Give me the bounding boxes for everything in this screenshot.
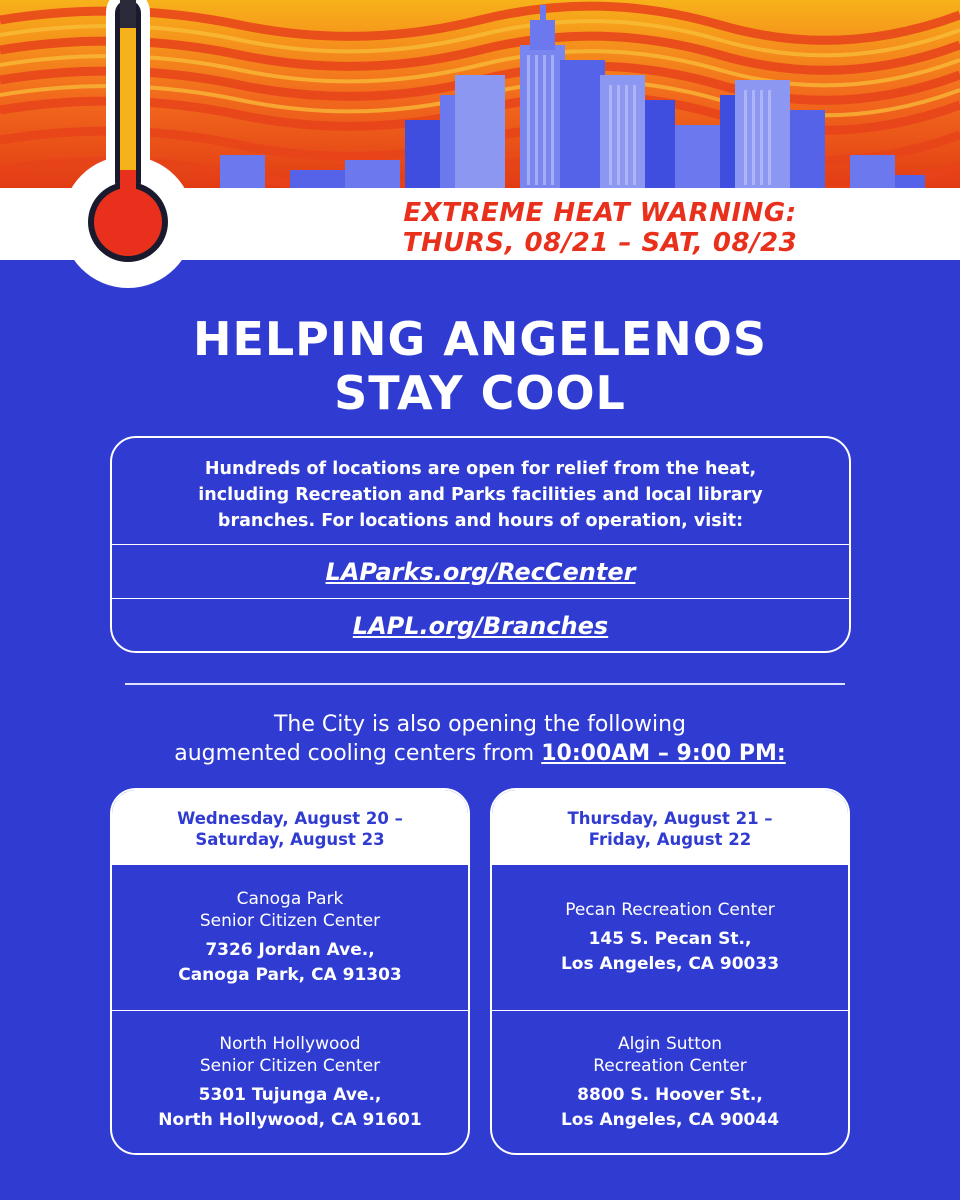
location-address [112, 938, 468, 988]
location-name-line-1: Canoga Park [236, 888, 344, 909]
address-line-1: 5301 Tujunga Ave., [198, 1085, 382, 1105]
schedule-card-aug-20-23 [110, 788, 470, 1155]
location-address [492, 927, 848, 977]
location-name-line-2: Senior Citizen Center [199, 1056, 381, 1076]
lapl-link[interactable]: LAPL.org/Branches [112, 598, 849, 653]
title-line-2: STAY COOL [334, 366, 626, 420]
card-dates [112, 790, 468, 865]
location-name-line-2: Recreation Center [593, 1056, 747, 1076]
location-name-line-1: North Hollywood [219, 1034, 361, 1054]
card-dates-line-2: Saturday, August 23 [195, 830, 385, 849]
location-name-line-1: Algin Sutton [617, 1034, 723, 1054]
card-dates-line-1: Thursday, August 21 – [567, 809, 773, 828]
info-line-3: branches. For locations and hours of operation, visit: [217, 511, 744, 531]
address-line-1: 8800 S. Hoover St., [577, 1085, 763, 1105]
location-address [492, 1083, 848, 1133]
section-divider [125, 683, 845, 685]
card-dates-line-2: Friday, August 22 [588, 830, 752, 849]
location-canoga-park [112, 865, 468, 1010]
laparks-link[interactable]: LAParks.org/RecCenter [112, 544, 849, 598]
intro-line-2 [0, 739, 960, 768]
title-line-1: HELPING ANGELENOS [192, 312, 768, 366]
address-line-2: North Hollywood, CA 91601 [158, 1110, 422, 1130]
card-dates-line-1: Wednesday, August 20 – [177, 809, 403, 828]
intro-line-1: The City is also opening the following [273, 712, 687, 737]
info-description [112, 438, 849, 544]
card-dates [492, 790, 848, 865]
schedule-card-aug-21-22 [490, 788, 850, 1155]
location-north-hollywood [112, 1010, 468, 1155]
location-address [112, 1083, 468, 1133]
extreme-heat-warning [280, 198, 920, 258]
address-line-1: 145 S. Pecan St., [588, 928, 752, 949]
warning-line-1: EXTREME HEAT WARNING: [403, 198, 797, 228]
thermometer-icon [58, 0, 198, 290]
intro-line-2-prefix: augmented cooling centers from [174, 741, 542, 766]
address-line-2: Canoga Park, CA 91303 [178, 964, 402, 985]
page-title [0, 312, 960, 420]
info-box [110, 436, 851, 653]
address-line-2: Los Angeles, CA 90033 [560, 953, 780, 974]
warning-line-2: THURS, 08/21 – SAT, 08/23 [402, 228, 798, 258]
location-algin-sutton [492, 1010, 848, 1155]
cooling-centers-intro [0, 710, 960, 768]
info-line-1: Hundreds of locations are open for relief from the heat, [204, 459, 757, 479]
cooling-hours: 10:00AM – 9:00 PM [541, 741, 777, 766]
location-pecan [492, 865, 848, 1010]
location-name-line-2: Senior Citizen Center [199, 910, 381, 931]
info-line-2: including Recreation and Parks facilities and local library [198, 485, 763, 505]
location-name-line-1: Pecan Recreation Center [565, 899, 775, 920]
address-line-2: Los Angeles, CA 90044 [560, 1110, 780, 1130]
address-line-1: 7326 Jordan Ave., [205, 939, 375, 960]
intro-colon: : [776, 741, 786, 766]
